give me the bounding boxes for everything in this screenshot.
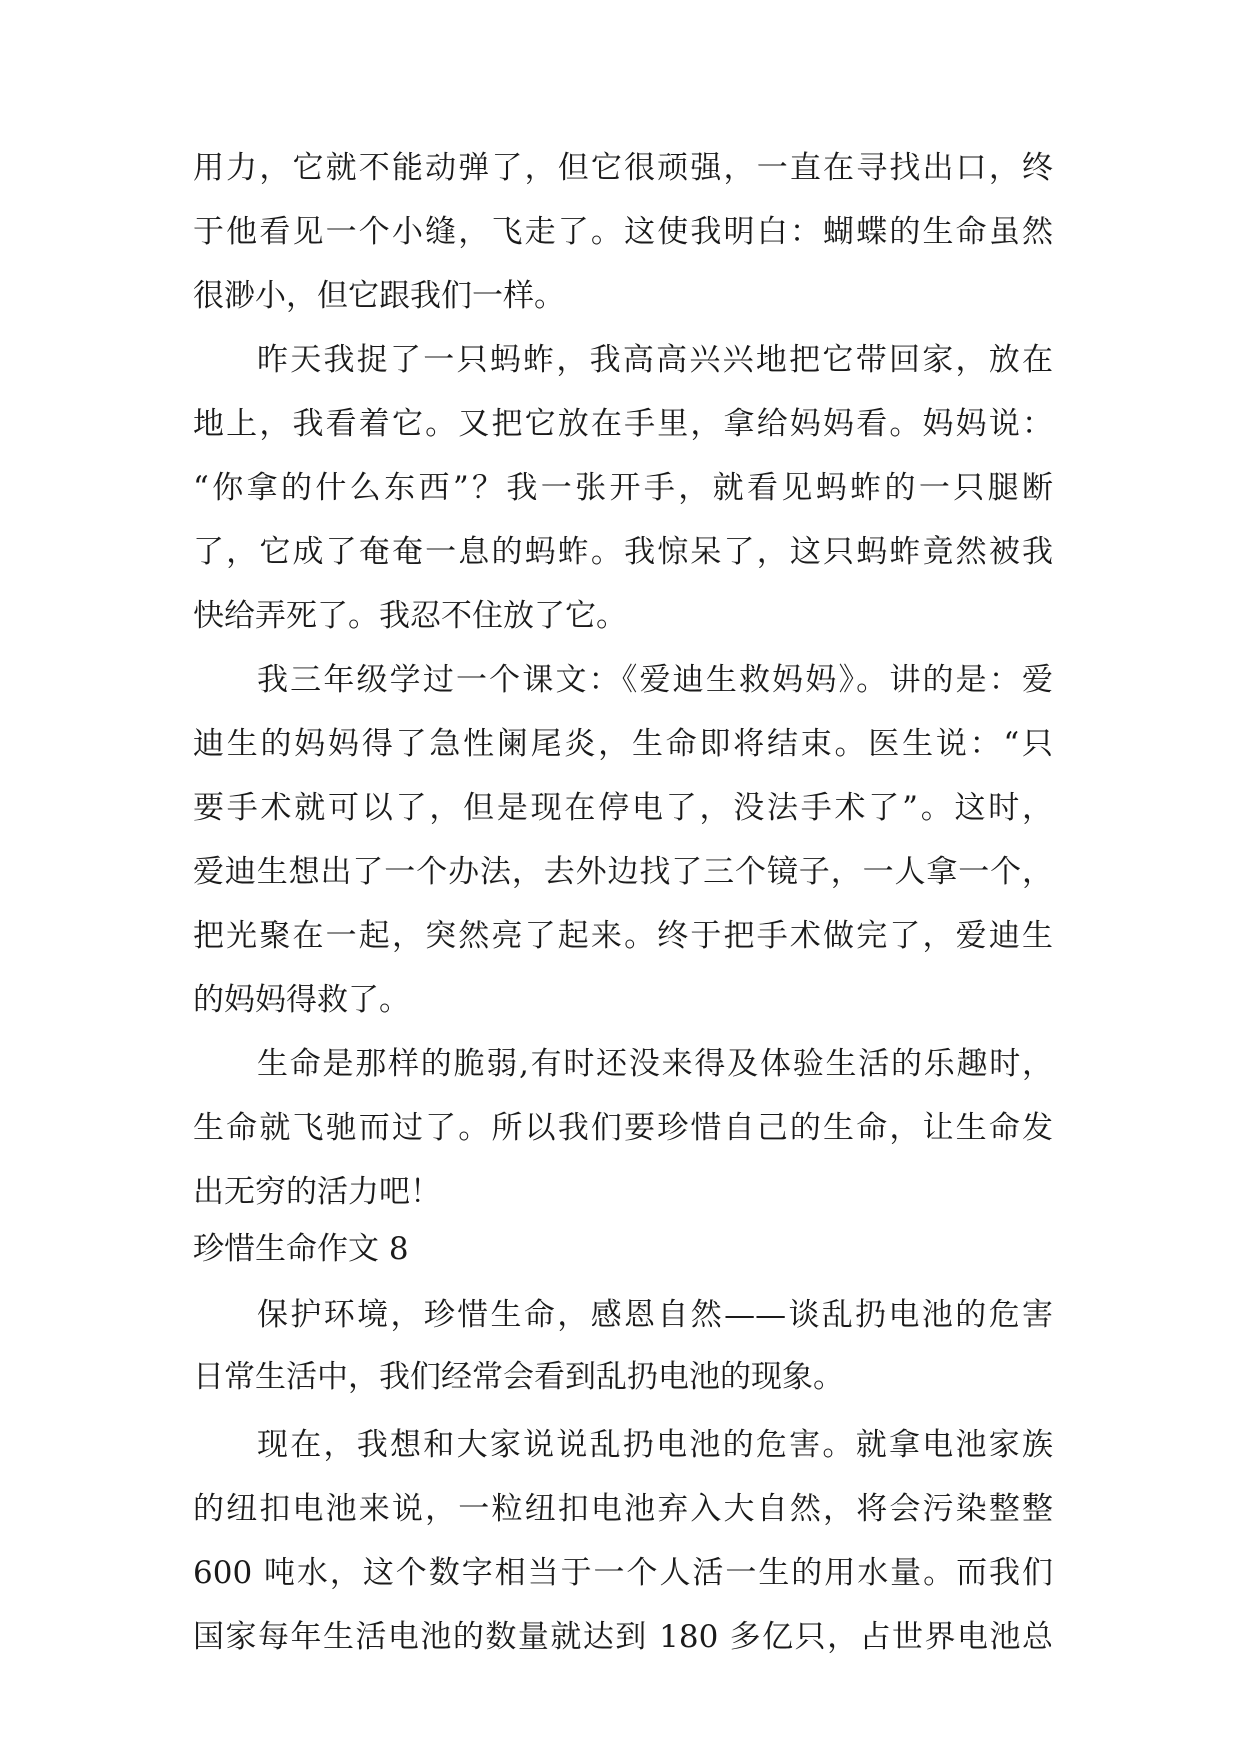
paragraph-line: 国家每年生活电池的数量就达到 180 多亿只，占世界电池总 — [193, 1619, 1053, 1655]
paragraph-line: 现在，我想和大家说说乱扔电池的危害。就拿电池家族 — [257, 1427, 1053, 1463]
paragraph-line: 昨天我捉了一只蚂蚱，我高高兴兴地把它带回家，放在 — [257, 342, 1053, 378]
paragraph-line: 出无穷的活力吧！ — [193, 1174, 441, 1210]
paragraph-line: 的妈妈得救了。 — [193, 982, 410, 1018]
paragraph-line: 生命就飞驰而过了。所以我们要珍惜自己的生命，让生命发 — [193, 1110, 1053, 1146]
paragraph-line: 600 吨水，这个数字相当于一个人活一生的用水量。而我们 — [193, 1555, 1053, 1591]
paragraph-line: 要手术就可以了，但是现在停电了，没法手术了”。这时， — [193, 790, 1053, 826]
paragraph-line: 生命是那样的脆弱,有时还没来得及体验生活的乐趣时， — [257, 1046, 1053, 1082]
section-title: 珍惜生命作文 8 — [193, 1231, 409, 1267]
paragraph-line: 快给弄死了。我忍不住放了它。 — [193, 598, 627, 634]
paragraph-line: “你拿的什么东西”？我一张开手，就看见蚂蚱的一只腿断 — [193, 470, 1053, 506]
paragraph-line: 于他看见一个小缝，飞走了。这使我明白：蝴蝶的生命虽然 — [193, 214, 1053, 250]
paragraph-line: 把光聚在一起，突然亮了起来。终于把手术做完了，爱迪生 — [193, 918, 1053, 954]
paragraph-line: 迪生的妈妈得了急性阑尾炎，生命即将结束。医生说：“只 — [193, 726, 1053, 762]
paragraph-line: 用力，它就不能动弹了，但它很顽强，一直在寻找出口，终 — [193, 150, 1053, 186]
paragraph-line: 很渺小，但它跟我们一样。 — [193, 278, 565, 314]
paragraph-line: 日常生活中，我们经常会看到乱扔电池的现象。 — [193, 1359, 844, 1395]
paragraph-line: 的纽扣电池来说，一粒纽扣电池弃入大自然，将会污染整整 — [193, 1491, 1053, 1527]
paragraph-line: 了，它成了奄奄一息的蚂蚱。我惊呆了，这只蚂蚱竟然被我 — [193, 534, 1053, 570]
paragraph-line: 保护环境，珍惜生命，感恩自然——谈乱扔电池的危害 — [257, 1297, 1053, 1333]
paragraph-line: 我三年级学过一个课文：《爱迪生救妈妈》。讲的是：爱 — [257, 662, 1053, 698]
paragraph-line: 地上，我看着它。又把它放在手里，拿给妈妈看。妈妈说： — [193, 406, 1053, 442]
paragraph-line: 爱迪生想出了一个办法，去外边找了三个镜子，一人拿一个， — [193, 854, 1053, 890]
